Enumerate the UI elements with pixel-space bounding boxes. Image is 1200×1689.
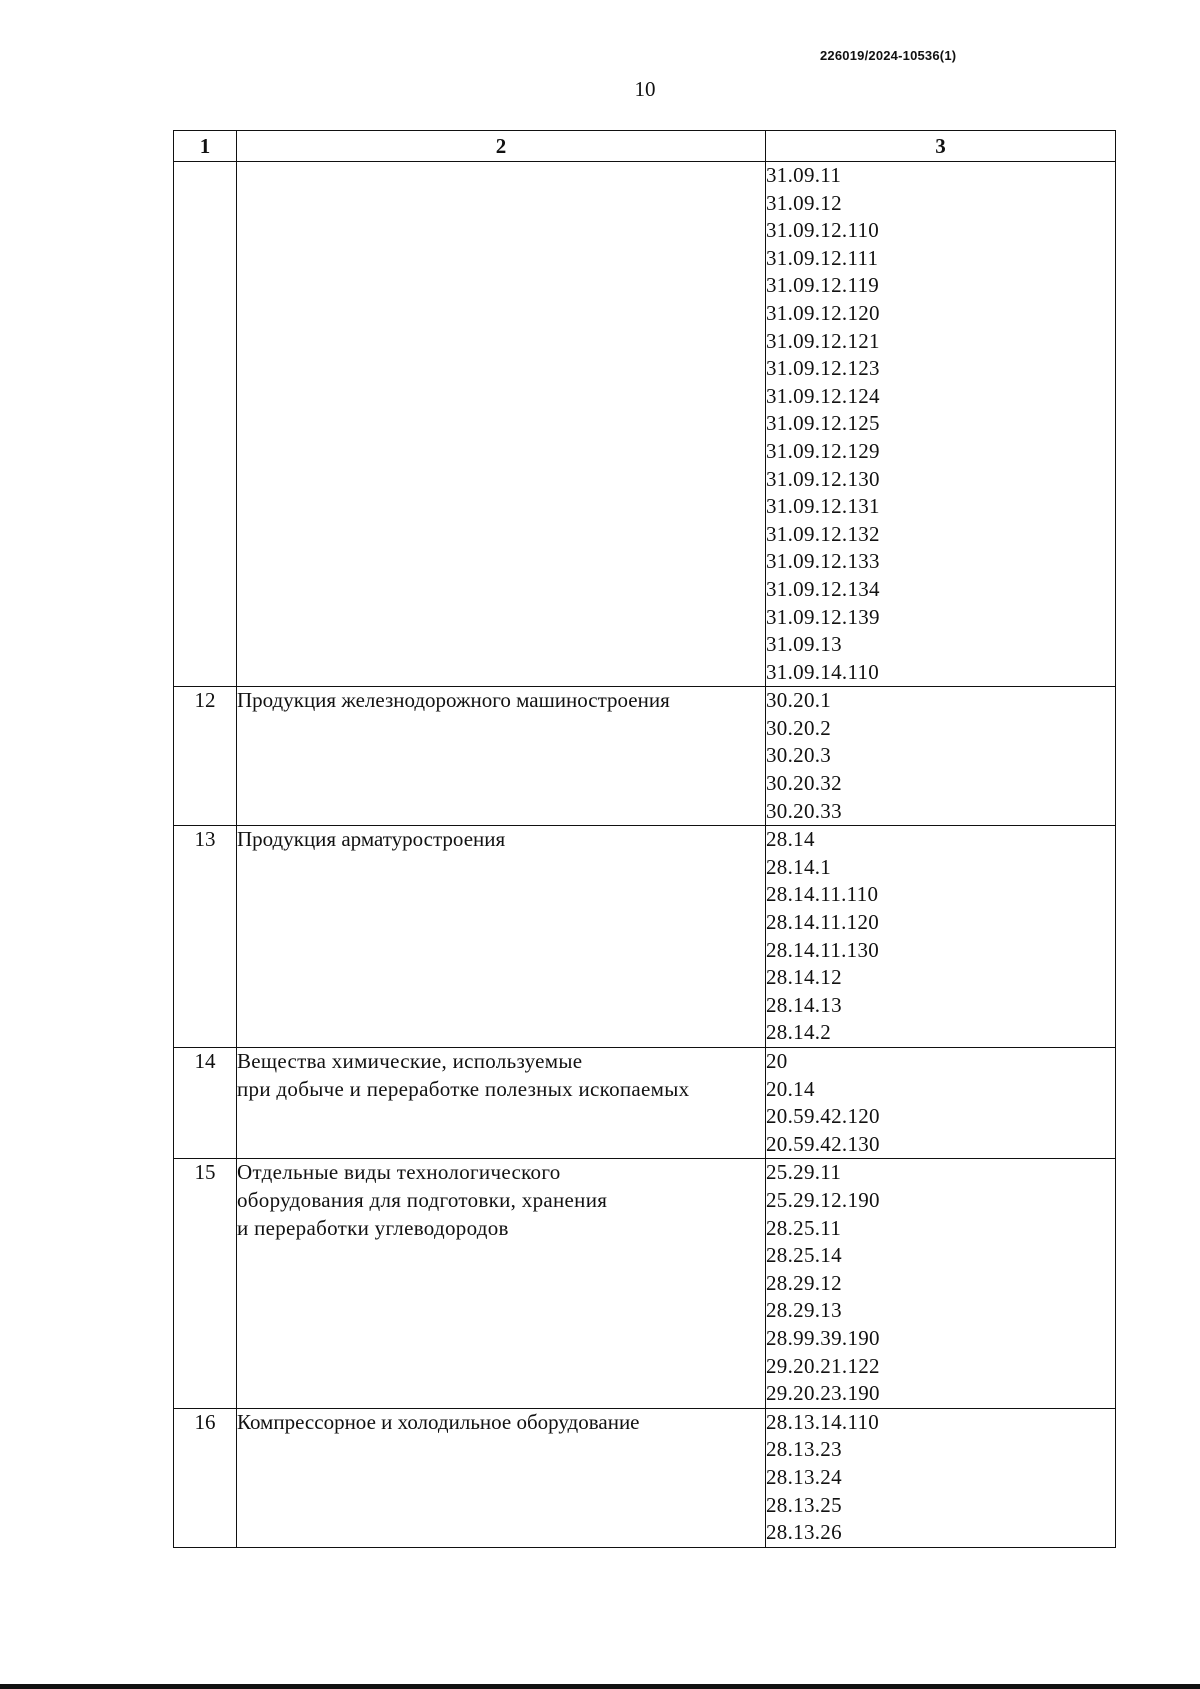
- okpd2-code: 28.13.14.110: [766, 1409, 880, 1434]
- okpd2-code: 31.09.12.121: [766, 328, 880, 353]
- okpd2-code: 31.09.14.110: [766, 659, 880, 684]
- okpd2-code: 28.13.25: [766, 1492, 842, 1517]
- okpd2-code: 28.13.26: [766, 1520, 842, 1545]
- okpd2-code: 20: [766, 1049, 788, 1073]
- okpd2-code-list: [766, 687, 1116, 826]
- row-number: 12: [174, 687, 237, 826]
- okpd2-code: 29.20.21.122: [766, 1353, 880, 1378]
- product-name-line: и переработки углеводородов: [237, 1215, 509, 1240]
- okpd2-code-list: [766, 826, 1116, 1048]
- okpd2-code: 29.20.23.190: [766, 1381, 880, 1406]
- okpd2-code: 30.20.1: [766, 688, 832, 713]
- okpd2-code: 31.09.12.124: [766, 383, 880, 408]
- row-number: 13: [174, 826, 237, 1048]
- column-header-3: 3: [766, 131, 1116, 162]
- okpd2-code: 31.09.12.111: [766, 245, 879, 270]
- okpd2-code: 31.09.12: [766, 190, 842, 215]
- product-category-name: [237, 1048, 766, 1159]
- okpd2-code: 20.14: [766, 1076, 815, 1101]
- okpd2-code: 28.99.39.190: [766, 1325, 880, 1350]
- okpd2-code: 20.59.42.120: [766, 1104, 880, 1129]
- okpd2-code: 28.25.14: [766, 1243, 842, 1268]
- table-row: [174, 1408, 1116, 1547]
- okpd2-code: 31.09.12.133: [766, 549, 880, 574]
- okpd2-code: 30.20.32: [766, 771, 842, 796]
- okpd2-code: 28.14: [766, 827, 815, 852]
- product-category-name: Продукция арматуростроения: [237, 826, 766, 1048]
- row-number: [174, 162, 237, 687]
- okpd2-code: 28.14.2: [766, 1020, 832, 1045]
- okpd2-code: 28.13.24: [766, 1464, 842, 1489]
- okpd2-code: 28.29.13: [766, 1298, 842, 1323]
- table-header-row: [174, 131, 1116, 162]
- okpd2-code: 31.09.12.139: [766, 604, 880, 629]
- column-header-1: 1: [174, 131, 237, 162]
- okpd2-code: 30.20.3: [766, 743, 832, 768]
- okpd2-code: 31.09.12.129: [766, 438, 880, 463]
- product-category-name: Компрессорное и холодильное оборудование: [237, 1408, 766, 1547]
- okpd2-code: 25.29.12.190: [766, 1187, 880, 1212]
- table-row: [174, 826, 1116, 1048]
- scan-bottom-edge: [0, 1684, 1200, 1689]
- okpd2-code: 30.20.2: [766, 715, 832, 740]
- okpd2-code: 31.09.12.131: [766, 494, 880, 519]
- okpd2-code: 28.14.11.110: [766, 882, 879, 907]
- page-number: 10: [634, 77, 656, 101]
- okpd2-code: 30.20.33: [766, 798, 842, 823]
- okpd2-code: 31.09.12.120: [766, 300, 880, 325]
- product-name-line: Отдельные виды технологического: [237, 1160, 561, 1185]
- okpd2-code: 28.29.12: [766, 1270, 842, 1295]
- okpd2-code: 25.29.11: [766, 1160, 842, 1185]
- row-number: 15: [174, 1159, 237, 1408]
- okpd2-code: 31.09.12.110: [766, 218, 880, 243]
- product-name-line: оборудования для подготовки, хранения: [237, 1187, 608, 1212]
- okpd2-code: 31.09.13: [766, 632, 842, 657]
- column-header-2: 2: [237, 131, 766, 162]
- okpd2-code: 28.14.13: [766, 992, 842, 1017]
- okpd2-code: 28.14.11.120: [766, 910, 880, 935]
- product-category-name: [237, 162, 766, 687]
- okpd2-code: 31.09.12.130: [766, 466, 880, 491]
- okpd2-code-list: [766, 1048, 1116, 1159]
- okpd2-code: 31.09.12.119: [766, 273, 880, 298]
- okpd2-code-list: [766, 1159, 1116, 1408]
- row-number: 14: [174, 1048, 237, 1159]
- table-row: [174, 687, 1116, 826]
- okpd2-code: 20.59.42.130: [766, 1131, 880, 1156]
- okpd2-code-list: [766, 162, 1116, 687]
- table-row: [174, 162, 1116, 687]
- document-registration-id: 226019/2024-10536(1): [820, 48, 957, 63]
- table-body: [174, 162, 1116, 1548]
- okpd2-code: 28.25.11: [766, 1215, 842, 1240]
- okpd2-code: 28.14.1: [766, 854, 832, 879]
- row-number: 16: [174, 1408, 237, 1547]
- okpd2-code: 28.14.12: [766, 965, 842, 990]
- okpd2-code: 31.09.11: [766, 163, 842, 187]
- product-name-line: при добыче и переработке полезных ископаемых: [237, 1076, 690, 1101]
- table-row: [174, 1048, 1116, 1159]
- product-name-line: Вещества химические, используемые: [237, 1049, 583, 1073]
- okpd2-code: 31.09.12.134: [766, 576, 880, 601]
- product-category-name: Продукция железнодорожного машиностроения: [237, 687, 766, 826]
- table-row: [174, 1159, 1116, 1408]
- okpd2-code-list: [766, 1408, 1116, 1547]
- product-category-name: [237, 1159, 766, 1408]
- okpd2-code: 31.09.12.132: [766, 521, 880, 546]
- products-codes-table: [173, 130, 1116, 1548]
- okpd2-code: 31.09.12.123: [766, 356, 880, 381]
- okpd2-code: 28.13.23: [766, 1437, 842, 1462]
- okpd2-code: 31.09.12.125: [766, 411, 880, 436]
- okpd2-code: 28.14.11.130: [766, 937, 880, 962]
